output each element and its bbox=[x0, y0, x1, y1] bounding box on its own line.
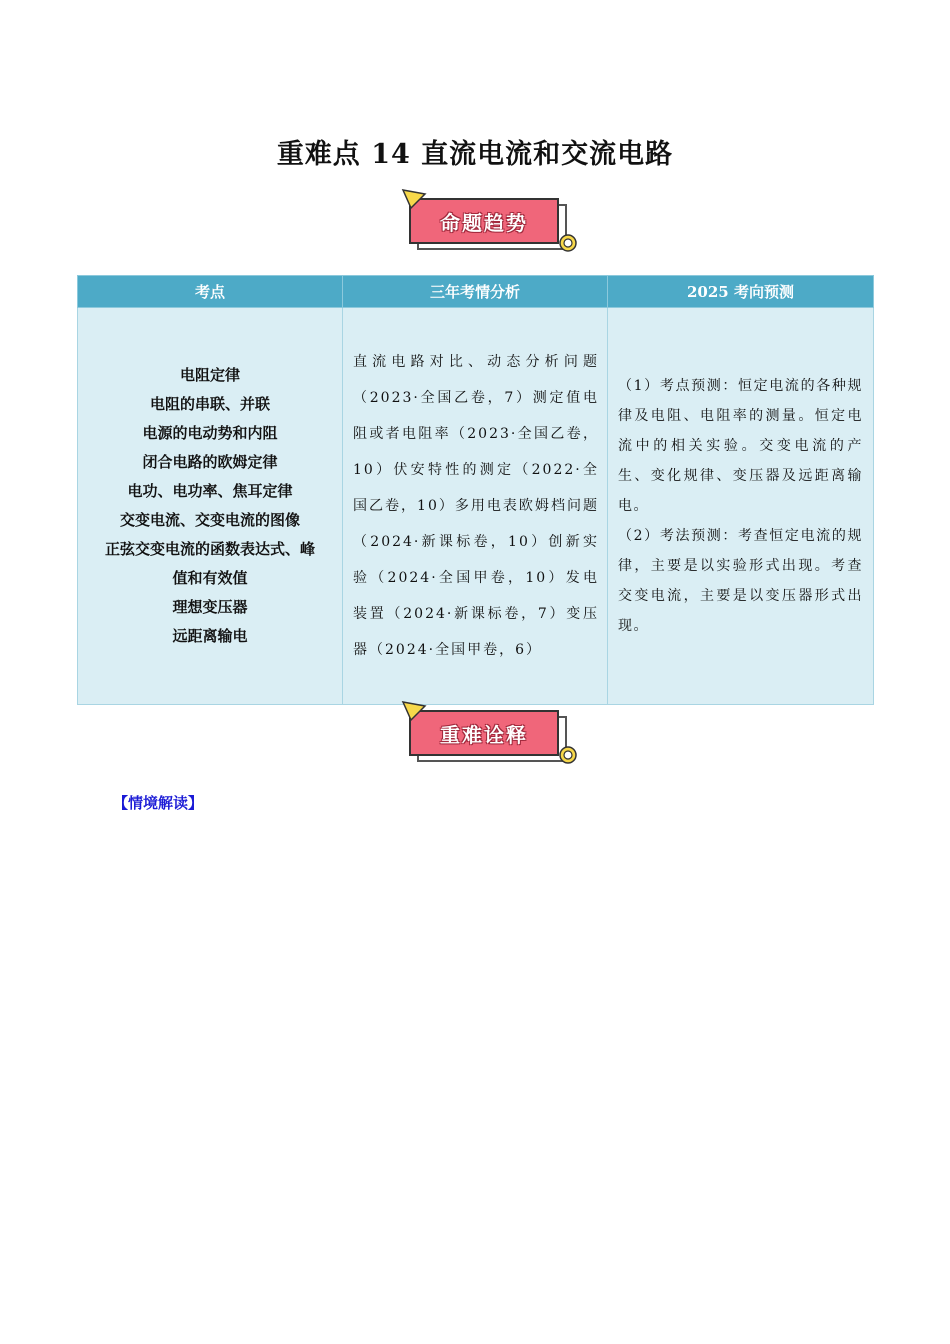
point-item: 电阻定律 bbox=[179, 366, 240, 384]
point-item: 值和有效值 bbox=[172, 569, 248, 587]
banner-trend bbox=[407, 196, 577, 258]
point-item: 远距离输电 bbox=[172, 627, 248, 645]
page-title: 重难点 14 直流电流和交流电路 bbox=[276, 139, 674, 170]
banner-trend-label: 命题趋势 bbox=[409, 198, 559, 244]
point-item: 闭合电路的欧姆定律 bbox=[142, 453, 278, 471]
point-item: 理想变压器 bbox=[172, 598, 248, 616]
point-item: 电功、电功率、焦耳定律 bbox=[127, 482, 293, 500]
banner-explain bbox=[407, 708, 577, 770]
analysis-cell: 直流电路对比、动态分析问题（2023·全国乙卷，7）测定值电阻或者电阻率（2023·全国乙卷，10）伏安特性的测定（2022·全国乙卷，10）多用电表欧姆档问题（2024·新课标卷，10）创新实验（2024·全国甲卷，10）发电装置（2024·新课标卷，7）变压器（2024·全国甲卷，6） bbox=[343, 308, 608, 705]
banner-explain-label: 重难诠释 bbox=[409, 710, 559, 756]
header-analysis: 三年考情分析 bbox=[343, 276, 608, 308]
point-item: 正弦交变电流的函数表达式、峰 bbox=[104, 540, 315, 558]
forecast-cell bbox=[608, 308, 874, 705]
trend-table bbox=[77, 275, 874, 705]
ring-icon bbox=[557, 744, 579, 766]
points-cell bbox=[78, 308, 343, 705]
situation-heading: 【情境解读】 bbox=[113, 794, 204, 812]
flag-icon bbox=[401, 700, 427, 722]
header-points: 考点 bbox=[78, 276, 343, 308]
forecast-method: （2）考法预测：考查恒定电流的规律，主要是以实验形式出现。考查交变电流，主要是以变压器形式出现。 bbox=[618, 528, 863, 634]
forecast-point: （1）考点预测：恒定电流的各种规律及电阻、电阻率的测量。恒定电流中的相关实验。交变电流的产生、变化规律、变压器及远距离输电。 bbox=[618, 378, 863, 514]
ring-icon bbox=[557, 232, 579, 254]
point-item: 交变电流、交变电流的图像 bbox=[119, 511, 300, 529]
flag-icon bbox=[401, 188, 427, 210]
header-forecast: 2025 考向预测 bbox=[608, 276, 874, 308]
point-item: 电阻的串联、并联 bbox=[149, 395, 270, 413]
point-item: 电源的电动势和内阻 bbox=[142, 424, 278, 442]
